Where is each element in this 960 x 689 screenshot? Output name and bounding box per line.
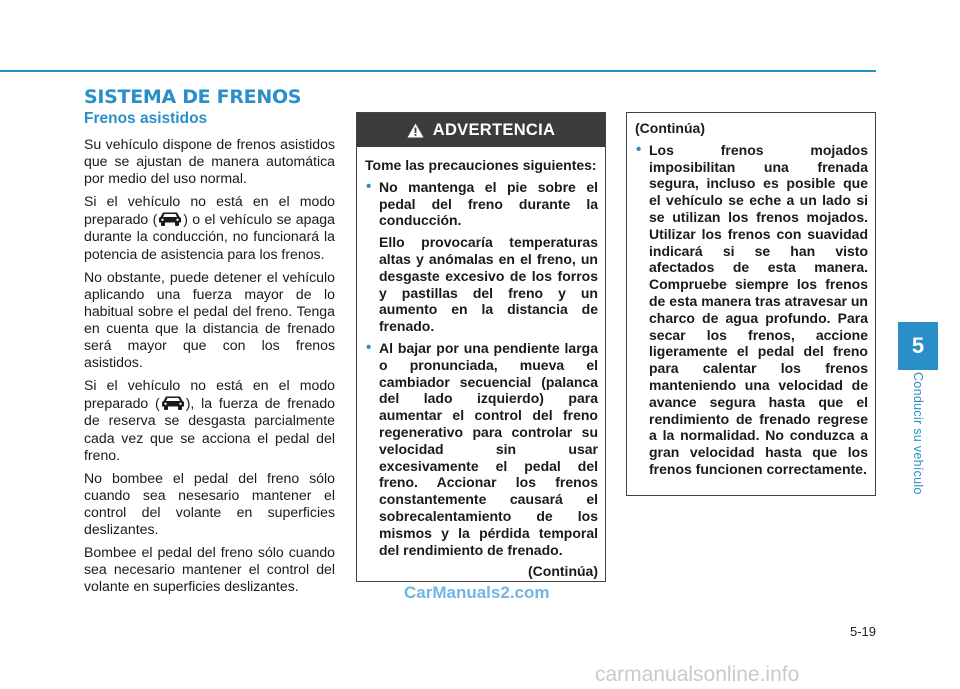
car-ready-icon xyxy=(160,394,186,411)
subheading: Frenos asistidos xyxy=(84,110,208,127)
paragraph-5: No bombee el pedal del freno sólo cuando sea nesesario mantener el control del volante en superficies deslizantes. xyxy=(84,469,335,537)
section-title: SISTEMA DE FRENOS xyxy=(84,86,302,108)
warning-triangle-icon xyxy=(407,123,424,138)
continued-box xyxy=(626,112,876,496)
continued-body xyxy=(627,113,875,478)
watermark-site: carmanualsonline.info xyxy=(595,663,800,686)
paragraph-4 xyxy=(84,377,335,463)
warning-bullet-1-detail: Ello provocaría temperaturas altas y anómalas en el freno, un desgaste excesivo de los forros y pastillas del freno y un aumento en la distancia de frenado. xyxy=(379,234,598,335)
paragraph-2-start: Si el vehículo no está en el modo preparado ( xyxy=(84,193,335,228)
car-ready-icon xyxy=(157,210,183,227)
paragraph-2 xyxy=(84,193,335,262)
paragraph-2-end: ) o el vehículo se apaga durante la conducción, no funcionará la potencia de asistencia para los frenos. xyxy=(84,211,335,262)
paragraph-4-end: ), la fuerza de frenado de reserva se desgasta parcialmente cada vez que se acciona el pedal del freno. xyxy=(84,395,335,463)
warning-box xyxy=(356,112,606,582)
warning-bullet-2: • Al bajar por una pendiente larga o pronunciada, mueva el cambiador secuencial (palanca del lado izquierdo) para aumentar el control del freno regenerativo para controlar su velocidad sin usar excesivamente el pedal del freno. Accionar los frenos constantemente causará el sobrecalentamiento de los mismos y la pérdida temporal del rendimiento de frenado. xyxy=(365,340,598,558)
chapter-tab: 5 xyxy=(898,322,938,370)
warning-bullet-1: • No mantenga el pie sobre el pedal del freno durante la conducción. xyxy=(365,179,598,229)
left-column xyxy=(84,110,335,601)
chapter-title: Conducir su vehículo xyxy=(911,372,925,495)
paragraph-4-start: Si el vehículo no está en el modo preparado ( xyxy=(84,377,335,412)
warning-body xyxy=(357,147,605,580)
paragraph-1: Su vehículo dispone de frenos asistidos que se ajustan de manera automática por medio del uso normal. xyxy=(84,136,335,187)
chapter-label xyxy=(909,372,927,504)
warning-title: ADVERTENCIA xyxy=(432,120,556,139)
top-rule xyxy=(0,70,876,72)
paragraph-6: Bombee el pedal del freno sólo cuando sea necesario mantener el control del volante en superficies deslizantes. xyxy=(84,544,335,595)
warning-continues: (Continúa) xyxy=(528,563,598,580)
continued-bullet-1: • Los frenos mojados imposibilitan una frenada segura, incluso es posible que el vehículo se eche a un lado si se utilizan los frenos mojados. Utilizar los frenos con suavidad indicará si se han visto afectados de esta manera. Compruebe siempre los frenos de esta manera tras atravesar un charco de agua profundo. Para secar los frenos, accione ligeramente el pedal del freno para calentar los frenos manteniendo una velocidad de avance segura hasta que el rendimiento de frenado regrese a la normalidad. No conduzca a gran velocidad hasta que los frenos funcionen correctamente. xyxy=(635,142,868,478)
warning-header xyxy=(357,113,605,147)
page-number: 5-19 xyxy=(849,624,876,639)
watermark-carmanuals: CarManuals2.com xyxy=(404,583,550,602)
paragraph-3: No obstante, puede detener el vehículo aplicando una fuerza mayor de lo habitual sobre el pedal del freno. Tenga en cuenta que la distancia de frenado será mayor que con los frenos asistidos. xyxy=(84,268,335,371)
warning-intro: Tome las precauciones siguientes: xyxy=(365,157,597,173)
continued-heading: (Continúa) xyxy=(635,120,705,136)
